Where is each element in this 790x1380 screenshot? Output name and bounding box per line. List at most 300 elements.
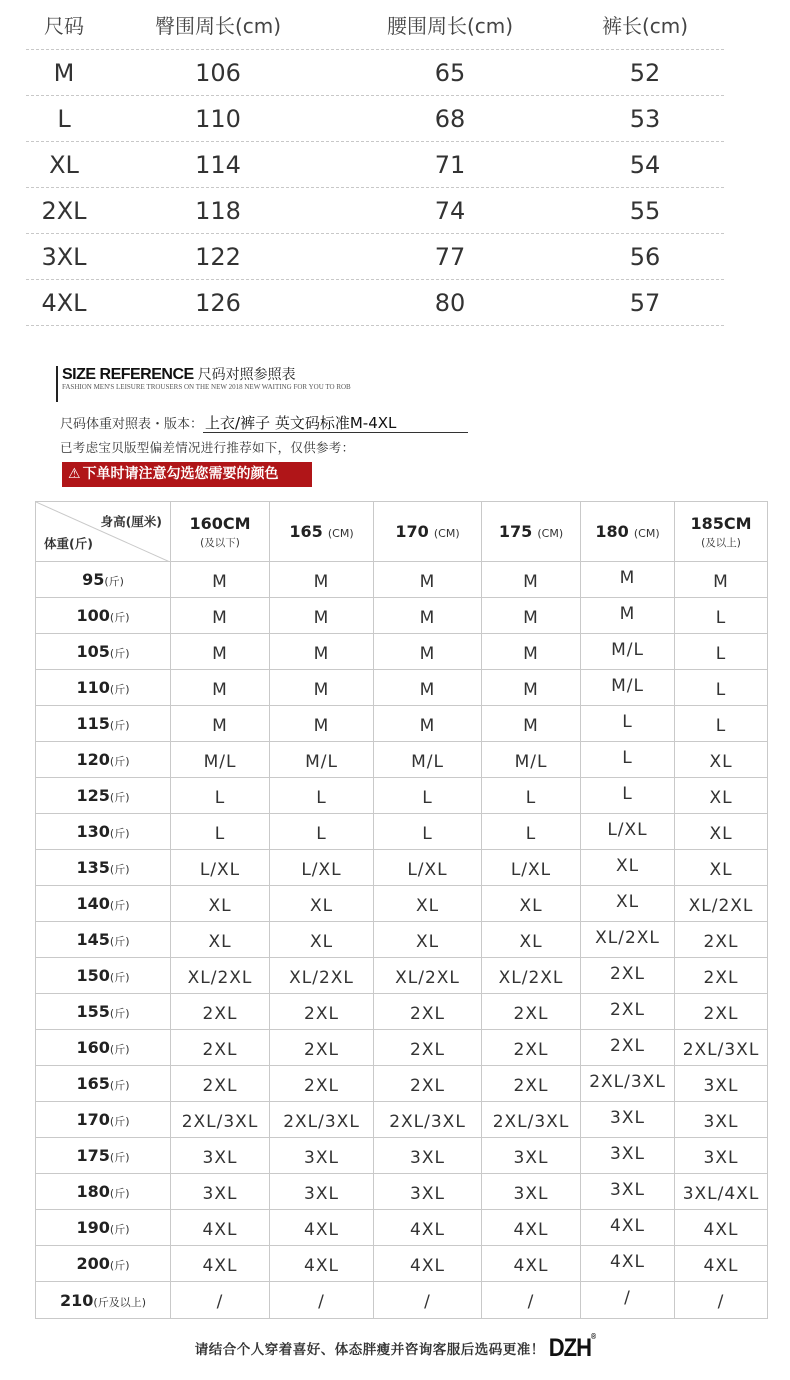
weight-row (36, 778, 768, 814)
size-cell (581, 1066, 675, 1102)
weight-value: 120 (76, 750, 110, 769)
size-cell (482, 670, 581, 706)
warning-text: 下单时请注意勾选您需要的颜色 (82, 466, 279, 482)
height-header-cell (675, 502, 768, 562)
height-header-cell (581, 502, 675, 562)
size-cell (581, 742, 675, 778)
size-cell (374, 742, 482, 778)
weight-row (36, 994, 768, 1030)
height-value: 160CM (189, 513, 251, 533)
size-value: L (715, 643, 727, 664)
header-length: 裤长(cm) (601, 14, 689, 38)
size-cell (675, 1282, 768, 1319)
size-cell (675, 742, 768, 778)
size-value: 4XL (304, 1219, 339, 1240)
weight-unit: (斤) (109, 647, 130, 660)
size-cell (581, 778, 675, 814)
weight-row (36, 706, 768, 742)
weight-header-cell (36, 994, 171, 1030)
size-cell (482, 1102, 581, 1138)
size-cell (171, 850, 270, 886)
size-cell (270, 814, 374, 850)
size-value: 3XL (703, 1075, 739, 1096)
weight-header-cell (36, 1210, 171, 1246)
size-cell (270, 1174, 374, 1210)
size-cell (482, 886, 581, 922)
weight-row (36, 1210, 768, 1246)
size-cell (482, 922, 581, 958)
size-cell (675, 958, 768, 994)
size-value: XL (208, 931, 232, 952)
size-cell (581, 634, 675, 670)
size-value: 2XL (202, 1075, 238, 1096)
size-value: 2XL (703, 967, 739, 988)
size-cell (374, 778, 482, 814)
weight-value: 180 (76, 1182, 110, 1201)
measurement-table (26, 0, 724, 326)
size-cell (374, 1174, 482, 1210)
size-cell (374, 562, 482, 598)
weight-row (36, 850, 768, 886)
size-value: 2XL (304, 1075, 339, 1096)
size-cell (374, 958, 482, 994)
weight-value: 155 (76, 1002, 110, 1021)
weight-unit: (斤及以上) (93, 1295, 146, 1309)
size-cell (374, 1102, 482, 1138)
weight-unit: (斤) (109, 899, 130, 912)
size-cell (675, 850, 768, 886)
size-cell (171, 1210, 270, 1246)
size-value: 2XL/3XL (389, 1111, 466, 1132)
size-cell (171, 742, 270, 778)
size-value: XL/2XL (688, 895, 754, 916)
size-cell (482, 1030, 581, 1066)
height-unit: (CM) (633, 527, 660, 540)
size-value: M (212, 607, 228, 628)
weight-row (36, 958, 768, 994)
size-cell (171, 1030, 270, 1066)
weight-value: 115 (76, 714, 110, 733)
weight-header-cell (36, 886, 171, 922)
size-cell (675, 634, 768, 670)
size-value: M (419, 643, 436, 664)
measurement-cell: 4XL (41, 288, 87, 317)
size-value: XL/2XL (595, 927, 660, 948)
size-cell (374, 1138, 482, 1174)
size-value: L (422, 787, 433, 808)
size-cell (482, 1174, 581, 1210)
measurement-cell: 71 (434, 150, 466, 179)
weight-header-cell (36, 922, 171, 958)
size-value: 2XL (410, 1039, 445, 1060)
measurement-cell: 118 (195, 196, 241, 225)
size-value: M (212, 679, 228, 700)
measurement-cell: 2XL (41, 196, 87, 225)
weight-unit: (斤) (109, 611, 130, 624)
size-value: XL (709, 751, 733, 772)
size-value: L/XL (510, 859, 552, 880)
weight-header-cell (36, 670, 171, 706)
measurement-cell: 106 (195, 58, 241, 87)
size-value: 2XL (610, 1035, 645, 1056)
weight-header-cell (36, 562, 171, 598)
size-value: XL (615, 891, 640, 912)
weight-row (36, 598, 768, 634)
size-value: M (313, 571, 330, 592)
size-value: L/XL (607, 819, 648, 840)
size-cell (270, 706, 374, 742)
size-cell (581, 958, 675, 994)
weight-row (36, 1246, 768, 1282)
weight-header-cell (36, 814, 171, 850)
size-value: L (214, 787, 226, 808)
height-value: 180 (595, 522, 629, 541)
size-cell (581, 1174, 675, 1210)
size-value: M (419, 607, 436, 628)
size-value: M (313, 715, 330, 736)
size-value: 3XL/4XL (682, 1183, 760, 1204)
weight-value: 175 (76, 1146, 110, 1165)
weight-header-cell (36, 958, 171, 994)
size-cell (581, 1138, 675, 1174)
size-value: / (216, 1292, 224, 1312)
size-value: 4XL (610, 1251, 645, 1272)
size-value: L/XL (199, 859, 241, 880)
height-header-cell (171, 502, 270, 562)
measurement-row (26, 188, 724, 234)
measurement-row (26, 280, 724, 326)
size-cell (374, 634, 482, 670)
size-value: L (715, 715, 727, 736)
size-value: 2XL (703, 1003, 739, 1024)
weight-value: 110 (76, 678, 110, 697)
size-value: 2XL/3XL (283, 1111, 360, 1132)
size-value: 2XL (513, 1003, 549, 1024)
size-cell (270, 634, 374, 670)
recommendation-note: 已考虑宝贝版型偏差情况进行推荐如下，仅供参考： (60, 440, 355, 455)
size-value: XL/2XL (395, 967, 460, 988)
size-cell (581, 1246, 675, 1282)
size-value: M (313, 643, 330, 664)
size-cell (171, 706, 270, 742)
size-cell (171, 1066, 270, 1102)
height-header-row (36, 502, 768, 562)
size-value: L (525, 823, 537, 844)
size-value: 2XL (304, 1003, 339, 1024)
weight-row (36, 634, 768, 670)
size-value: 3XL (513, 1183, 549, 1204)
weight-header-cell (36, 778, 171, 814)
size-cell (482, 1210, 581, 1246)
edition-value: 上衣/裤子 英文码标准M-4XL (203, 415, 468, 433)
brand-logo-text: DZH (548, 1333, 592, 1362)
size-value: L (316, 823, 327, 844)
size-value: M (313, 679, 330, 700)
size-cell (675, 598, 768, 634)
size-cell (171, 778, 270, 814)
size-value: XL (309, 931, 334, 952)
weight-header-cell (36, 706, 171, 742)
weight-row (36, 742, 768, 778)
weight-unit: (斤) (109, 1115, 130, 1128)
weight-unit: (斤) (109, 1043, 130, 1056)
size-cell (675, 994, 768, 1030)
weight-unit: (斤) (109, 971, 130, 984)
size-cell (171, 598, 270, 634)
size-cell (581, 1210, 675, 1246)
size-value: M (523, 607, 539, 628)
brand-logo (549, 1333, 595, 1363)
size-value: 3XL (202, 1183, 238, 1204)
size-value: 4XL (410, 1219, 445, 1240)
weight-unit: (斤) (109, 755, 130, 768)
weight-unit: (斤) (109, 1151, 130, 1164)
measurement-row (26, 96, 724, 142)
size-cell (675, 1174, 768, 1210)
height-unit: (CM) (537, 527, 564, 540)
size-cell (171, 1174, 270, 1210)
size-cell (675, 1030, 768, 1066)
size-cell (270, 1030, 374, 1066)
size-value: XL (415, 895, 440, 916)
size-value: / (624, 1288, 631, 1308)
size-cell (482, 706, 581, 742)
size-value: L (422, 823, 433, 844)
size-value: XL (309, 895, 334, 916)
size-cell (482, 634, 581, 670)
weight-unit: (斤) (109, 1079, 130, 1092)
size-cell (675, 886, 768, 922)
size-value: 3XL (410, 1147, 445, 1168)
weight-row (36, 670, 768, 706)
height-value: 175 (498, 522, 533, 541)
weight-unit: (斤) (109, 791, 130, 804)
footer-note: 请结合个人穿着喜好、体态胖瘦并咨询客服后选码更准！ (194, 1342, 545, 1358)
height-value: 170 (395, 522, 429, 541)
size-cell (270, 562, 374, 598)
size-value: 3XL (304, 1183, 339, 1204)
size-cell (581, 598, 675, 634)
size-value: 2XL (410, 1075, 445, 1096)
height-value: 165 (289, 522, 323, 541)
weight-header-cell (36, 1282, 171, 1319)
corner-diagonal (36, 502, 170, 562)
size-value: 3XL (410, 1183, 445, 1204)
size-value: 2XL (202, 1003, 238, 1024)
size-value: L (622, 747, 633, 768)
corner-cell (36, 502, 171, 562)
registered-mark: ® (591, 1333, 596, 1342)
weight-value: 190 (76, 1218, 110, 1237)
weight-header-cell (36, 1066, 171, 1102)
height-axis-label: 身高(厘米) (100, 514, 162, 529)
size-cell (482, 814, 581, 850)
size-cell (270, 1210, 374, 1246)
size-cell (171, 1282, 270, 1319)
size-value: M (212, 643, 228, 664)
measurement-cell: 114 (195, 150, 241, 179)
size-cell (675, 1246, 768, 1282)
weight-row (36, 562, 768, 598)
measurement-header (26, 0, 724, 50)
size-value: M (523, 679, 539, 700)
size-cell (675, 1066, 768, 1102)
size-value: 4XL (202, 1255, 238, 1276)
height-header-cell (374, 502, 482, 562)
weight-row (36, 1138, 768, 1174)
size-value: 4XL (703, 1219, 739, 1240)
size-value: 2XL/3XL (492, 1111, 570, 1132)
size-cell (675, 778, 768, 814)
size-value: 4XL (703, 1255, 739, 1276)
footer (0, 1335, 790, 1361)
height-value: 185CM (690, 513, 752, 533)
size-cell (374, 994, 482, 1030)
reference-subtitle: FASHION MEN'S LEISURE TROUSERS ON THE NEW 2018 NEW WAITING FOR YOU TO ROB (62, 383, 351, 391)
size-cell (270, 922, 374, 958)
height-unit: (CM) (327, 527, 354, 540)
weight-header-cell (36, 634, 171, 670)
size-cell (482, 958, 581, 994)
size-cell (482, 1066, 581, 1102)
height-unit: (CM) (433, 527, 460, 540)
size-value: 2XL (610, 963, 645, 984)
weight-value: 140 (76, 894, 110, 913)
weight-header-cell (36, 742, 171, 778)
size-value: XL (615, 855, 640, 876)
weight-value: 200 (76, 1254, 110, 1273)
size-value: 2XL (410, 1003, 445, 1024)
size-cell (171, 1138, 270, 1174)
size-cell (675, 1102, 768, 1138)
weight-unit: (斤) (109, 1259, 130, 1272)
size-cell (581, 994, 675, 1030)
weight-unit: (斤) (109, 1187, 130, 1200)
size-cell (482, 742, 581, 778)
size-cell (675, 922, 768, 958)
warning-icon: ⚠ (68, 466, 81, 482)
size-value: M/L (611, 639, 644, 660)
size-cell (581, 562, 675, 598)
weight-row (36, 1282, 768, 1319)
size-value: / (318, 1292, 325, 1312)
weight-unit: (斤) (109, 1007, 130, 1020)
size-cell (374, 670, 482, 706)
measurement-cell: XL (49, 150, 79, 179)
measurement-cell: M (53, 58, 75, 87)
measurement-cell: 68 (434, 104, 466, 133)
measurement-cell: 52 (629, 58, 661, 87)
measurement-cell: 122 (195, 242, 241, 271)
size-cell (374, 706, 482, 742)
weight-value: 145 (76, 930, 110, 949)
measurement-cell: 74 (434, 196, 466, 225)
size-value: L/XL (407, 859, 448, 880)
weight-header-cell (36, 1174, 171, 1210)
weight-row (36, 922, 768, 958)
weight-value: 105 (76, 642, 110, 661)
size-cell (171, 814, 270, 850)
height-header-cell (482, 502, 581, 562)
size-value: 2XL/3XL (589, 1071, 666, 1092)
size-cell (270, 670, 374, 706)
size-cell (270, 742, 374, 778)
size-value: L (622, 783, 633, 804)
weight-value: 170 (76, 1110, 110, 1129)
size-value: XL (519, 895, 543, 916)
size-cell (270, 1138, 374, 1174)
height-range-note: (及以下) (200, 536, 240, 549)
size-cell (171, 670, 270, 706)
size-value: XL (208, 895, 232, 916)
color-warning-banner (62, 462, 312, 487)
size-value: M/L (411, 751, 444, 772)
size-cell (374, 598, 482, 634)
size-value: L (622, 711, 633, 732)
size-value: 3XL (513, 1147, 549, 1168)
size-value: 3XL (610, 1107, 645, 1128)
measurement-cell: 53 (629, 104, 661, 133)
measurement-cell: 110 (195, 104, 241, 133)
size-value: L (214, 823, 226, 844)
header-waist: 腰围周长(cm) (386, 14, 514, 38)
edition-label: 尺码体重对照表・版本： (60, 417, 204, 432)
size-value: M/L (203, 751, 237, 772)
size-cell (270, 598, 374, 634)
weight-unit: (斤) (109, 683, 130, 696)
measurement-row (26, 50, 724, 96)
size-value: M (523, 715, 539, 736)
measurement-cell: L (57, 104, 71, 133)
weight-value: 160 (76, 1038, 110, 1057)
size-value: 4XL (202, 1219, 238, 1240)
size-cell (374, 850, 482, 886)
size-value: 3XL (202, 1147, 238, 1168)
size-value: M (212, 571, 228, 592)
size-cell (270, 994, 374, 1030)
size-cell (581, 886, 675, 922)
size-cell (675, 562, 768, 598)
size-value: M (523, 571, 539, 592)
size-cell (482, 598, 581, 634)
size-cell (675, 1138, 768, 1174)
size-cell (482, 994, 581, 1030)
size-value: 3XL (610, 1143, 645, 1164)
size-value: 3XL (703, 1111, 739, 1132)
size-value: XL (709, 823, 733, 844)
size-cell (270, 1282, 374, 1319)
weight-row (36, 1030, 768, 1066)
measurement-cell: 77 (434, 242, 466, 271)
size-value: 3XL (304, 1147, 339, 1168)
size-cell (675, 670, 768, 706)
header-hip: 臀围周长(cm) (154, 14, 282, 38)
weight-axis-label: 体重(斤) (44, 536, 93, 551)
size-value: L (715, 607, 727, 628)
size-cell (581, 814, 675, 850)
weight-row (36, 814, 768, 850)
size-cell (171, 922, 270, 958)
measurement-row (26, 142, 724, 188)
weight-unit: (斤) (109, 719, 130, 732)
weight-value: 130 (76, 822, 110, 841)
size-value: M (313, 607, 330, 628)
size-cell (374, 922, 482, 958)
size-cell (171, 562, 270, 598)
size-cell (171, 1246, 270, 1282)
reference-title-en: SIZE REFERENCE (62, 366, 194, 383)
weight-unit: (斤) (109, 1223, 130, 1236)
